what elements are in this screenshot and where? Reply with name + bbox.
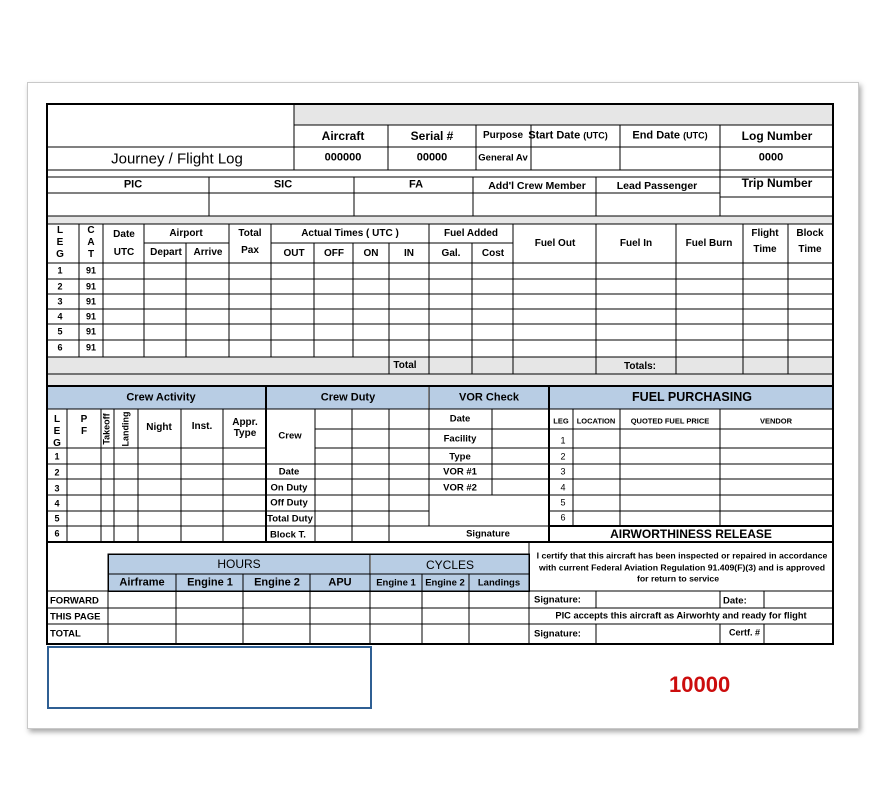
vor-row-label: Type (449, 451, 471, 463)
crew-duty-row-label: Off Duty (270, 497, 308, 509)
fuel-price-header: QUOTED FUEL PRICE (630, 416, 710, 426)
end-date-text: End Date (632, 129, 681, 142)
crew-activity-leg: 6 (54, 528, 60, 539)
vor-row-label: VOR #2 (443, 482, 477, 494)
vor-row-label: Facility (443, 433, 477, 445)
airworthiness-cert-line: with current Federal Aviation Regulation 91.409(F)(3) and is approved (538, 562, 826, 573)
certificate-number-label: Certf. # (729, 627, 761, 638)
crew-activity-leg: 4 (54, 498, 60, 509)
fuel-vendor-header: VENDOR (759, 416, 793, 426)
cycles-col-landings: Landings (477, 577, 521, 589)
landing-header: Landing (120, 411, 131, 447)
total-pax-header-1: Total (238, 228, 262, 239)
leg-row-cat: 91 (85, 296, 97, 307)
totals-label: Totals: (623, 361, 657, 372)
inst-header: Inst. (191, 421, 213, 432)
date-header: Date (113, 229, 135, 240)
vor-signature-label: Signature (466, 528, 510, 540)
leg-row-cat: 91 (85, 265, 97, 276)
hours-row-total: TOTAL (50, 628, 81, 640)
off-header: OFF (324, 248, 344, 259)
block-time-header-2: Time (798, 244, 822, 255)
crew-duty-row-label: Total Duty (267, 513, 313, 525)
crew-duty-row-label: On Duty (270, 482, 308, 494)
vor-check-title: VOR Check (459, 391, 519, 404)
journey-flight-log-form (46, 103, 836, 648)
airworthiness-cert-line: I certify that this aircraft has been inspected or repaired in accordance (536, 550, 828, 561)
airworthiness-signature-label: Signature: (534, 594, 581, 606)
end-date-utc: (UTC) (683, 130, 708, 141)
leg-row-number: 4 (57, 311, 63, 322)
cost-header: Cost (481, 248, 505, 259)
fuel-leg-number: 6 (560, 512, 566, 523)
start-date-text: Start Date (528, 129, 581, 142)
hours-title: HOURS (217, 557, 261, 571)
fuel-purchasing-title: FUEL PURCHASING (632, 389, 752, 404)
out-header: OUT (283, 248, 305, 259)
fuel-leg-number: 2 (560, 451, 566, 462)
hours-col-engine-2: Engine 2 (254, 576, 300, 589)
vor-row-label: VOR #1 (443, 466, 477, 478)
cycles-col-engine-2: Engine 2 (425, 577, 465, 589)
fuel-leg-number: 3 (560, 466, 566, 477)
crew-duty-title: Crew Duty (320, 391, 376, 404)
start-date-utc: (UTC) (583, 130, 608, 141)
hours-row-this-page: THIS PAGE (50, 611, 101, 623)
utc-header: UTC (113, 247, 135, 258)
hours-col-apu: APU (328, 576, 352, 589)
lead-passenger-label: Lead Passenger (616, 179, 698, 192)
total-pax-header-2: Pax (241, 245, 259, 256)
appr-type-header-2: Type (233, 428, 257, 439)
trip-number-label: Trip Number (741, 176, 813, 190)
leg-row-number: 1 (57, 265, 63, 276)
crew-duty-row-label: Date (278, 466, 300, 478)
fuel-leg-number: 5 (560, 497, 566, 508)
sic-label: SIC (273, 178, 293, 191)
cycles-col-engine-1: Engine 1 (376, 577, 416, 589)
cat-header-a: A (87, 237, 95, 248)
ca-pf-f: F (80, 426, 88, 437)
form-number: 10000 (669, 672, 731, 697)
hours-col-engine-1: Engine 1 (187, 576, 233, 589)
fuel-added-header: Fuel Added (443, 228, 499, 239)
depart-header: Depart (150, 247, 182, 258)
pic-accepts-statement: PIC accepts this aircraft as Airworhty and ready for flight (555, 610, 807, 621)
notes-box[interactable] (47, 646, 372, 709)
log-number-label: Log Number (741, 129, 813, 143)
fuel-in-header: Fuel In (619, 238, 653, 249)
cat-header-c: C (87, 225, 95, 236)
leg-row-cat: 91 (85, 342, 97, 353)
cycles-title: CYCLES (425, 558, 475, 572)
airworthiness-cert-line: for return to service (636, 573, 720, 584)
night-header: Night (146, 422, 172, 433)
ca-pf-p: P (80, 414, 88, 425)
airport-header: Airport (169, 228, 203, 239)
crew-activity-leg: 1 (54, 451, 60, 462)
ca-leg-g: G (53, 438, 61, 449)
serial-label: Serial # (410, 129, 454, 143)
fa-label: FA (408, 178, 424, 191)
start-date-label (528, 131, 608, 142)
addl-crew-label: Add'l Crew Member (488, 179, 586, 192)
end-date-label (632, 131, 707, 142)
fuel-leg-number: 1 (560, 435, 566, 446)
purpose-label: Purpose (482, 130, 524, 141)
total-label: Total (393, 360, 417, 371)
leg-row-number: 2 (57, 281, 63, 292)
actual-times-header: Actual Times ( UTC ) (301, 228, 399, 239)
leg-row-number: 6 (57, 342, 63, 353)
leg-row-cat: 91 (85, 311, 97, 322)
crew-activity-title: Crew Activity (126, 391, 196, 404)
airworthiness-date-label: Date: (723, 595, 747, 607)
leg-row-number: 5 (57, 326, 63, 337)
appr-type-header-1: Appr. (232, 417, 258, 428)
log-number-value[interactable]: 0000 (758, 151, 784, 164)
leg-row-number: 3 (57, 296, 63, 307)
crew-activity-leg: 5 (54, 513, 60, 524)
in-header: IN (404, 248, 414, 259)
serial-value[interactable]: 00000 (416, 151, 448, 164)
ca-leg-l: L (53, 414, 61, 425)
on-header: ON (363, 248, 379, 259)
flight-time-header-1: Flight (751, 228, 779, 239)
fuel-burn-header: Fuel Burn (685, 238, 733, 249)
block-time-header-1: Block (796, 228, 824, 239)
fuel-out-header: Fuel Out (534, 238, 576, 249)
leg-row-cat: 91 (85, 326, 97, 337)
pic-signature-label: Signature: (534, 628, 581, 640)
hours-col-airframe: Airframe (119, 576, 165, 589)
crew-activity-leg: 2 (54, 467, 60, 478)
fuel-leg-header: LEG (553, 416, 569, 426)
leg-header-g: G (56, 249, 64, 260)
gal-header: Gal. (441, 248, 461, 259)
ca-leg-e: E (53, 426, 61, 437)
flight-time-header-2: Time (753, 244, 777, 255)
pic-label: PIC (123, 178, 143, 191)
arrive-header: Arrive (193, 247, 223, 258)
hours-row-forward: FORWARD (50, 595, 99, 607)
leg-header-e: E (56, 237, 64, 248)
takeoff-header: Takeoff (101, 413, 112, 445)
crew-duty-crew-label: Crew (278, 430, 302, 442)
purpose-value[interactable]: General Av (478, 152, 528, 164)
cat-header-t: T (87, 249, 95, 260)
crew-activity-leg: 3 (54, 483, 60, 494)
fuel-leg-number: 4 (560, 482, 566, 493)
vor-row-label: Date (449, 413, 471, 425)
leg-header-l: L (56, 225, 64, 236)
aircraft-label: Aircraft (321, 129, 365, 143)
crew-duty-row-label: Block T. (270, 529, 306, 541)
aircraft-value[interactable]: 000000 (324, 151, 362, 164)
form-title: Journey / Flight Log (111, 150, 243, 168)
airworthiness-title: AIRWORTHINESS RELEASE (610, 527, 772, 541)
leg-row-cat: 91 (85, 281, 97, 292)
fuel-location-header: LOCATION (576, 416, 616, 426)
